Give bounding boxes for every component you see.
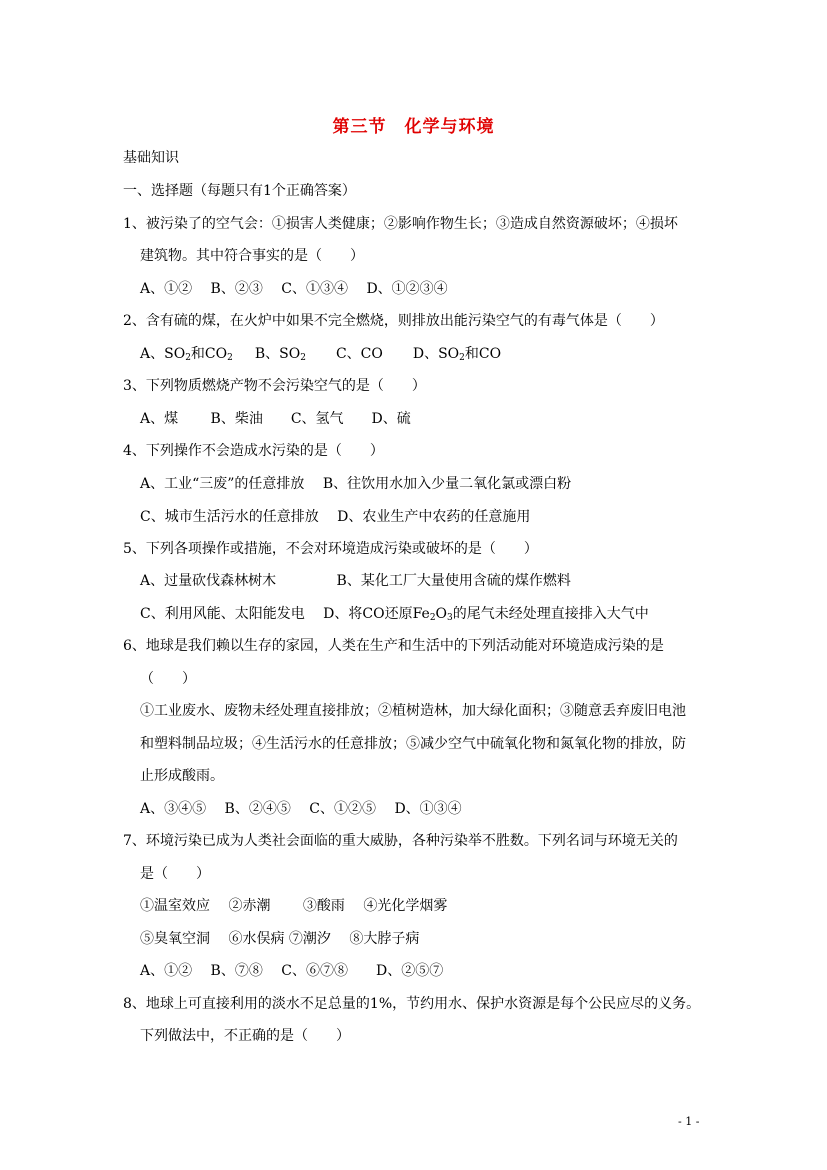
- question-8-text: 8、地球上可直接利用的淡水不足总量的1%，节约用水、保护水资源是每个公民应尽的义务。: [123, 996, 701, 1012]
- page-number: - 1 -: [678, 1115, 700, 1128]
- question-4-options-cd: C、城市生活污水的任意排放 D、农业生产中农药的任意施用: [140, 509, 531, 525]
- part-heading: 一、选择题（每题只有1个正确答案）: [123, 183, 356, 199]
- question-6-statement-3: 止形成酸雨。: [140, 768, 224, 784]
- question-1-text: 1、被污染了的空气会：①损害人类健康；②影响作物生长；③造成自然资源破坏；④损坏: [123, 216, 678, 232]
- question-7-options: A、①② B、⑦⑧ C、⑥⑦⑧ D、②⑤⑦: [140, 963, 444, 979]
- question-1-text-cont: 建筑物。其中符合事实的是（ ）: [140, 248, 364, 264]
- question-1-options: A、①② B、②③ C、①③④ D、①②③④: [140, 281, 448, 297]
- question-3-text: 3、下列物质燃烧产物不会污染空气的是（ ）: [123, 378, 426, 394]
- question-2-text: 2、含有硫的煤，在火炉中如果不完全燃烧，则排放出能污染空气的有毒气体是（ ）: [123, 313, 664, 329]
- question-4-text: 4、下列操作不会造成水污染的是（ ）: [123, 443, 384, 459]
- option-d: D、$SO_2$和CO: [412, 346, 502, 363]
- page-title: 第三节 化学与环境: [332, 117, 495, 137]
- question-7-terms-1: ①温室效应 ②赤潮 ③酸雨 ④光化学烟雾: [140, 898, 448, 914]
- option-a: A、$SO_2$和$CO_2$: [140, 346, 233, 363]
- question-6-statement-1: ①工业废水、废物未经处理直接排放；②植树造林，加大绿化面积；③随意丢弃废旧电池: [140, 703, 686, 719]
- question-7-text-cont: 是（ ）: [140, 866, 210, 882]
- question-3-options: A、煤 B、柴油 C、氢气 D、硫: [140, 411, 411, 427]
- question-6-statement-2: 和塑料制品垃圾；④生活污水的任意排放；⑤减少空气中硫氧化物和氮氧化物的排放，防: [140, 736, 686, 752]
- question-8-text-cont: 下列做法中，不正确的是（ ）: [140, 1028, 350, 1044]
- section-heading: 基础知识: [123, 150, 179, 166]
- question-2-options: [140, 344, 501, 364]
- question-5-options-ab: A、过量砍伐森林树木 B、某化工厂大量使用含硫的煤作燃料: [140, 573, 571, 589]
- question-5-text: 5、下列各项操作或措施，不会对环境造成污染或破坏的是（ ）: [123, 541, 538, 557]
- question-6-options: A、③④⑤ B、②④⑤ C、①②⑤ D、①③④: [140, 801, 462, 817]
- option-b: B、$SO_2$: [254, 346, 306, 363]
- question-6-text: 6、地球是我们赖以生存的家园，人类在生产和生活中的下列活动能对环境造成污染的是: [123, 638, 664, 654]
- question-7-text: 7、环境污染已成为人类社会面临的重大威胁，各种污染举不胜数。下列名词与环境无关的: [123, 833, 678, 849]
- question-7-terms-2: ⑤臭氧空洞 ⑥水俣病 ⑦潮汐 ⑧大脖子病: [140, 931, 420, 947]
- question-5-options-cd: C、利用风能、太阳能发电 D、将CO还原$Fe_2O_3$的尾气未经处理直接排入大气中: [140, 606, 649, 623]
- question-4-options-ab: A、工业“三废”的任意排放 B、往饮用水加入少量二氧化氯或漂白粉: [140, 476, 572, 492]
- option-c: C、CO: [335, 346, 383, 362]
- question-6-text-cont: （ ）: [140, 671, 196, 687]
